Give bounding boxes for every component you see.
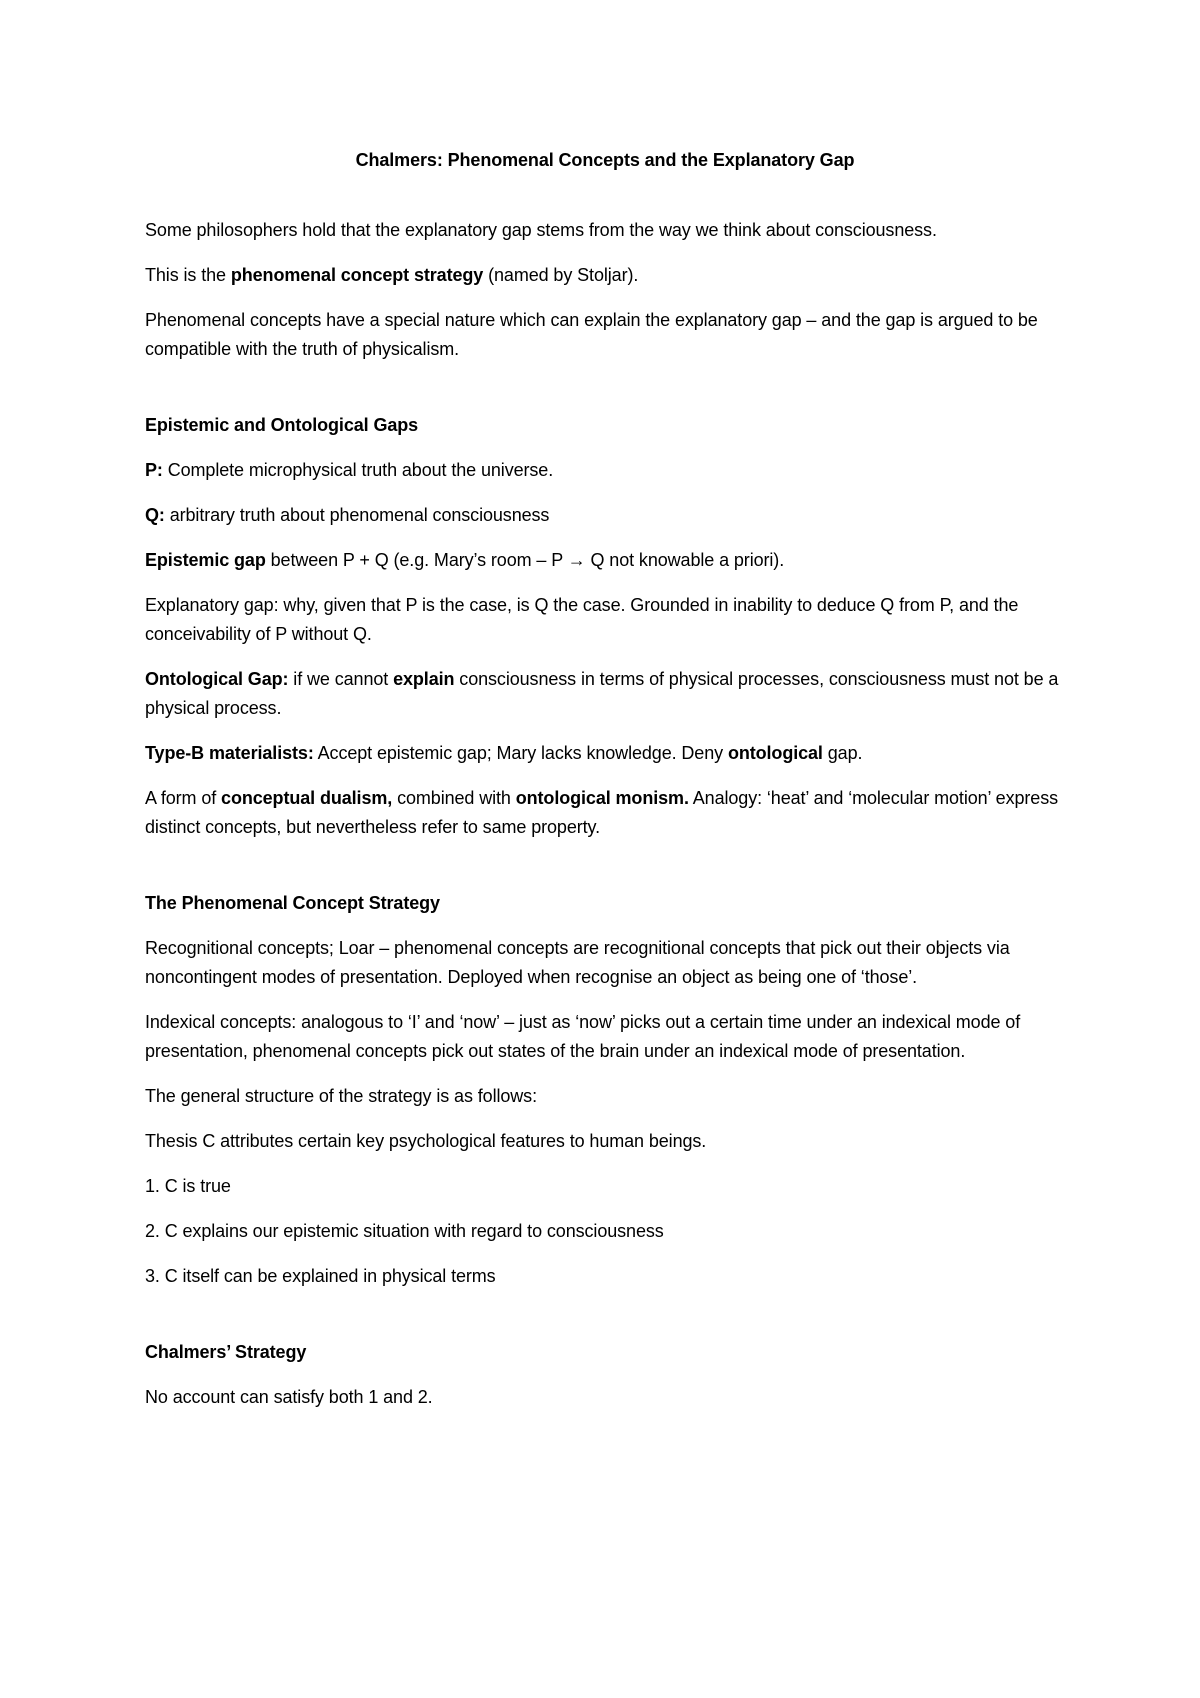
text-run: A form of: [145, 788, 222, 808]
document-body: [145, 146, 1065, 1428]
chalmers-strategy-paragraph: No account can satisfy both 1 and 2.: [145, 1387, 433, 1407]
bold-term: ontological monism.: [515, 788, 689, 808]
intro-paragraph-3: Phenomenal concepts have a special nature which can explain the explanatory gap – and the gap is argued to be compatible with the truth of physicalism.: [145, 310, 1038, 359]
bold-term: Epistemic gap: [145, 550, 266, 570]
thesis-paragraph: Thesis C attributes certain key psychological features to human beings.: [145, 1131, 707, 1151]
bold-term: Ontological Gap:: [145, 669, 289, 689]
list-item: 3. C itself can be explained in physical terms: [145, 1266, 496, 1286]
section-heading-chalmers-strategy: Chalmers’ Strategy: [145, 1342, 307, 1362]
indexical-concepts-paragraph: Indexical concepts: analogous to ‘I’ and ‘now’ – just as ‘now’ picks out a certain time under an indexical mode of presentation, phenomenal concepts pick out states of the brain under an indexical mode of presentation.: [145, 1012, 1021, 1061]
conceptual-dualism-paragraph: [145, 784, 1065, 842]
type-b-materialists-paragraph: [145, 739, 1065, 768]
bold-term: ontological: [727, 743, 823, 763]
definition-q: [145, 501, 1065, 530]
text-run: Complete microphysical truth about the universe.: [162, 460, 554, 480]
section-heading-epistemic-ontological: Epistemic and Ontological Gaps: [145, 415, 419, 435]
recognitional-concepts-paragraph: Recognitional concepts; Loar – phenomenal concepts are recognitional concepts that pick out their objects via noncontingent modes of presentation. Deployed when recognise an object as being one of ‘those’.: [145, 938, 1010, 987]
text-run: arbitrary truth about phenomenal consciousness: [164, 505, 550, 525]
text-run: between P + Q (e.g. Mary’s room – P: [265, 550, 568, 570]
list-item: 2. C explains our epistemic situation with regard to consciousness: [145, 1221, 664, 1241]
document-title: Chalmers: Phenomenal Concepts and the Explanatory Gap: [355, 150, 855, 170]
text-run: gap.: [822, 743, 863, 763]
list-item: 1. C is true: [145, 1176, 231, 1196]
text-run: This is the: [145, 265, 231, 285]
bold-term: Type-B materialists:: [145, 743, 314, 763]
structure-paragraph: The general structure of the strategy is as follows:: [145, 1086, 537, 1106]
text-run: Accept epistemic gap; Mary lacks knowledge. Deny: [313, 743, 728, 763]
bold-term: conceptual dualism,: [221, 788, 393, 808]
definition-epistemic-gap: [145, 546, 1065, 575]
bold-term: explain: [393, 669, 455, 689]
intro-paragraph-1: Some philosophers hold that the explanatory gap stems from the way we think about consciousness.: [145, 220, 937, 240]
arrow-right-icon: →: [567, 550, 586, 570]
text-run: if we cannot: [288, 669, 394, 689]
definition-ontological-gap: [145, 665, 1065, 723]
text-run: (named by Stoljar).: [483, 265, 639, 285]
bold-term: P:: [145, 460, 163, 480]
text-run: consciousness in terms of physical processes, consciousness must not be a physical process.: [145, 669, 1059, 718]
text-run: Analogy: ‘heat’ and ‘molecular motion’ express distinct concepts, but nevertheless refer to same property.: [145, 788, 1059, 837]
explanatory-gap-paragraph: Explanatory gap: why, given that P is the case, is Q the case. Grounded in inability to deduce Q from P, and the conceivability of P without Q.: [145, 595, 1019, 644]
section-heading-phenomenal-concept-strategy: The Phenomenal Concept Strategy: [145, 893, 440, 913]
bold-term: Q:: [145, 505, 165, 525]
definition-p: [145, 456, 1065, 485]
intro-paragraph-2: [145, 261, 1065, 290]
text-run: combined with: [392, 788, 516, 808]
bold-term: phenomenal concept strategy: [230, 265, 484, 285]
text-run: Q not knowable a priori).: [585, 550, 785, 570]
